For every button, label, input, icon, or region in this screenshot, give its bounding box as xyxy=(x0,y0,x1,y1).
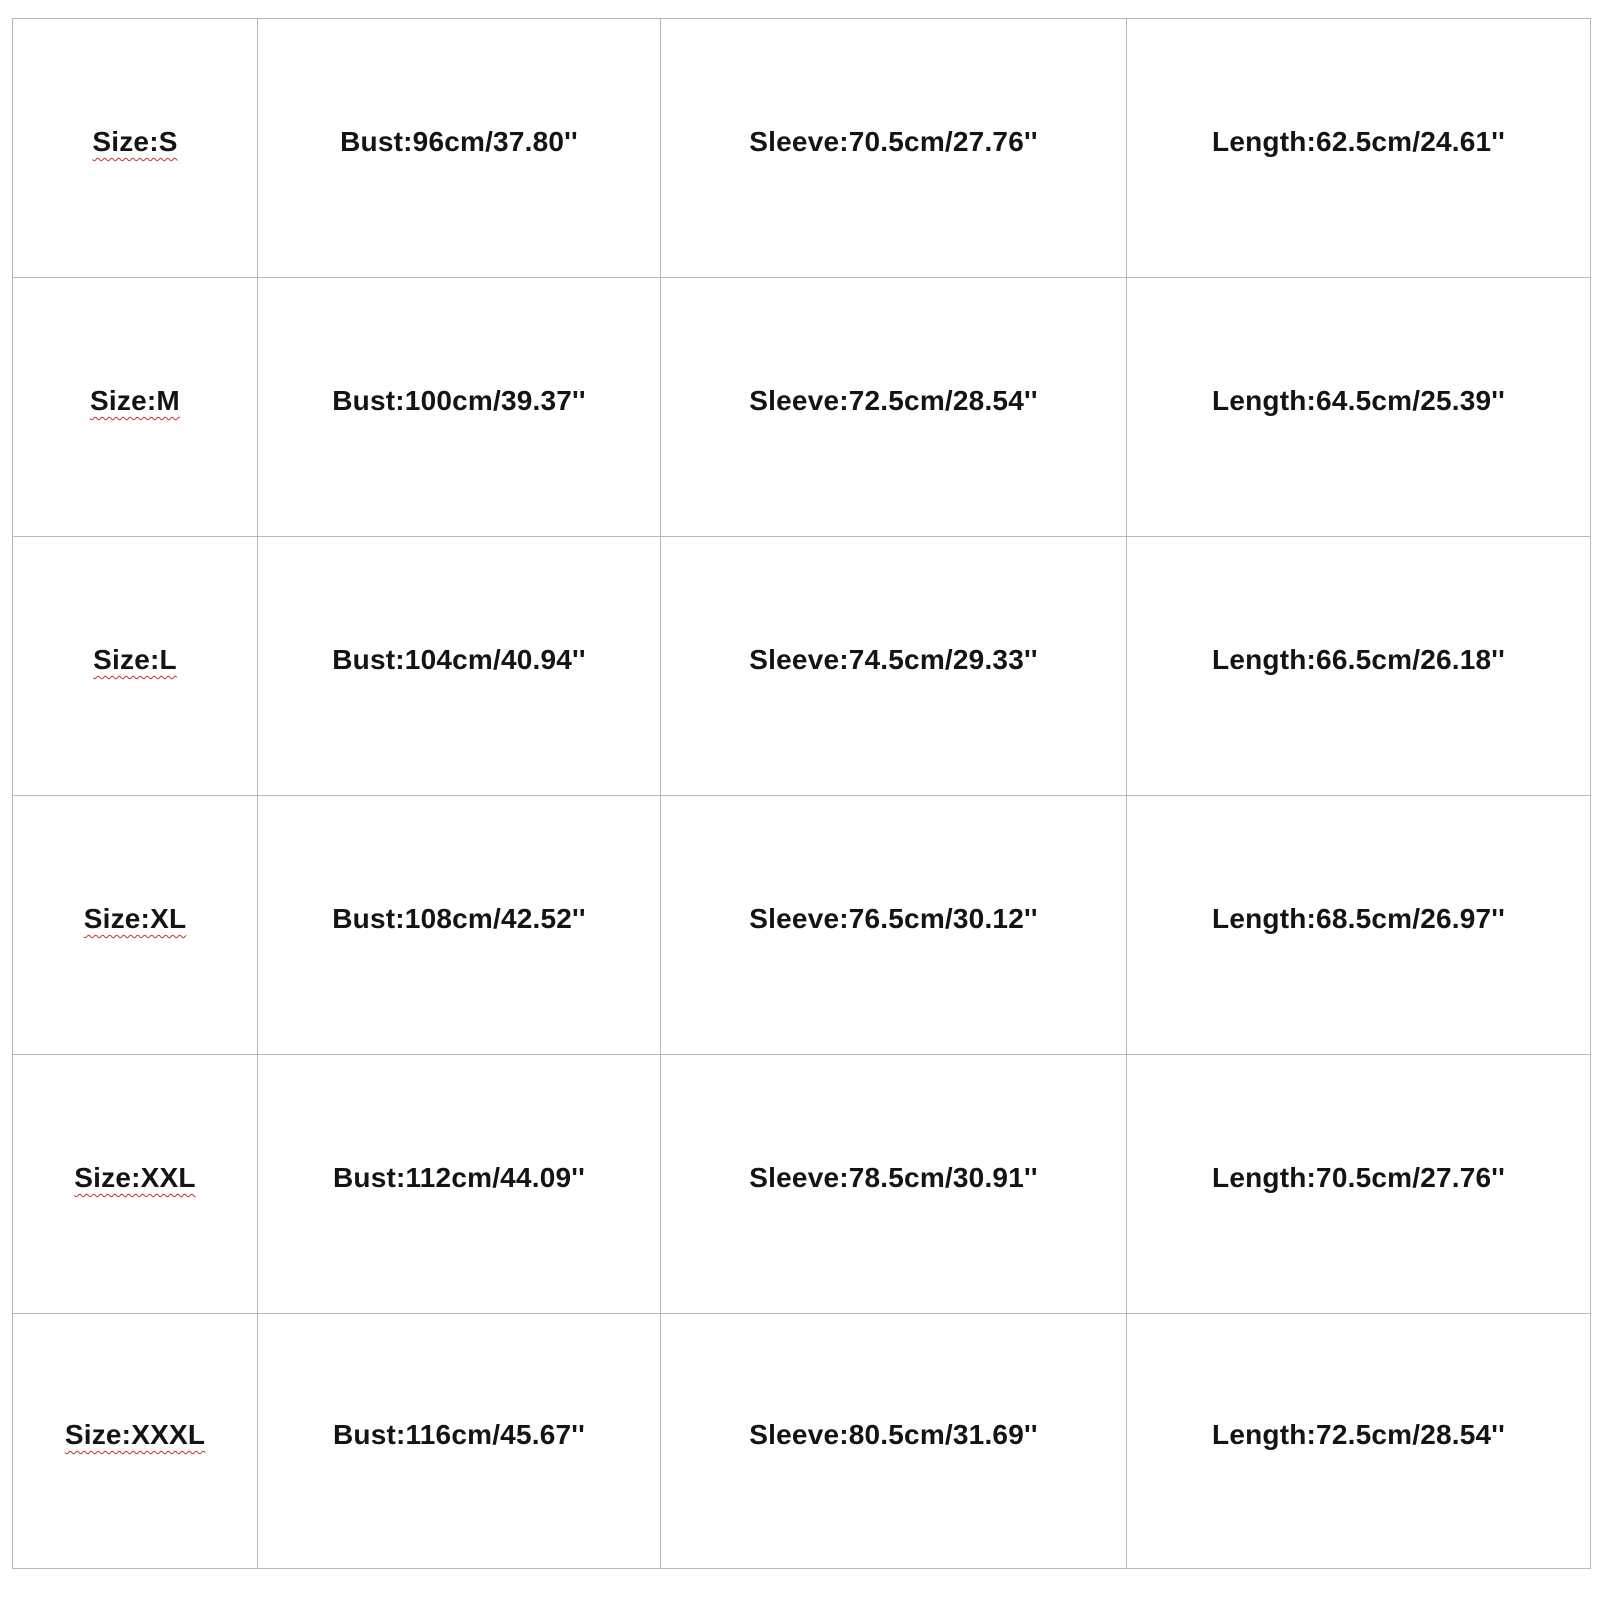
table-row xyxy=(13,278,1591,537)
table-row xyxy=(13,1314,1591,1569)
bust-value: Bust:104cm/40.94'' xyxy=(332,644,586,675)
size-label: Size:XL xyxy=(83,903,187,934)
table-row xyxy=(13,796,1591,1055)
length-value: Length:64.5cm/25.39'' xyxy=(1212,385,1505,416)
size-label: Size:XXL xyxy=(74,1162,196,1193)
size-chart-table xyxy=(12,18,1591,1569)
sleeve-value: Sleeve:70.5cm/27.76'' xyxy=(749,126,1038,157)
sleeve-value: Sleeve:76.5cm/30.12'' xyxy=(749,903,1038,934)
length-cell xyxy=(1127,537,1591,796)
length-value: Length:68.5cm/26.97'' xyxy=(1212,903,1505,934)
bust-value: Bust:96cm/37.80'' xyxy=(340,126,578,157)
size-label: Size:XXXL xyxy=(64,1419,206,1450)
size-cell xyxy=(13,796,258,1055)
sleeve-cell xyxy=(661,278,1127,537)
table-row xyxy=(13,537,1591,796)
length-cell xyxy=(1127,1314,1591,1569)
length-value: Length:66.5cm/26.18'' xyxy=(1212,644,1505,675)
length-cell xyxy=(1127,278,1591,537)
sleeve-cell xyxy=(661,19,1127,278)
length-cell xyxy=(1127,796,1591,1055)
size-label: Size:M xyxy=(90,385,180,416)
sleeve-value: Sleeve:78.5cm/30.91'' xyxy=(749,1162,1038,1193)
bust-cell xyxy=(258,537,661,796)
bust-value: Bust:116cm/45.67'' xyxy=(333,1419,585,1450)
sleeve-value: Sleeve:80.5cm/31.69'' xyxy=(749,1419,1038,1450)
sleeve-cell xyxy=(661,1314,1127,1569)
size-cell xyxy=(13,19,258,278)
size-cell xyxy=(13,278,258,537)
sleeve-cell xyxy=(661,796,1127,1055)
length-value: Length:72.5cm/28.54'' xyxy=(1212,1419,1505,1450)
size-cell xyxy=(13,537,258,796)
sleeve-cell xyxy=(661,537,1127,796)
bust-cell xyxy=(258,19,661,278)
sleeve-cell xyxy=(661,1055,1127,1314)
bust-cell xyxy=(258,1314,661,1569)
size-cell xyxy=(13,1314,258,1569)
length-value: Length:62.5cm/24.61'' xyxy=(1212,126,1505,157)
size-label: Size:L xyxy=(93,644,177,675)
sleeve-value: Sleeve:72.5cm/28.54'' xyxy=(749,385,1038,416)
table-row xyxy=(13,1055,1591,1314)
sleeve-value: Sleeve:74.5cm/29.33'' xyxy=(749,644,1038,675)
table-row xyxy=(13,19,1591,278)
size-cell xyxy=(13,1055,258,1314)
length-cell xyxy=(1127,1055,1591,1314)
length-cell xyxy=(1127,19,1591,278)
bust-cell xyxy=(258,796,661,1055)
bust-cell xyxy=(258,278,661,537)
bust-cell xyxy=(258,1055,661,1314)
size-label: Size:S xyxy=(92,126,178,157)
bust-value: Bust:100cm/39.37'' xyxy=(332,385,586,416)
bust-value: Bust:112cm/44.09'' xyxy=(333,1162,585,1193)
length-value: Length:70.5cm/27.76'' xyxy=(1212,1162,1505,1193)
bust-value: Bust:108cm/42.52'' xyxy=(332,903,586,934)
